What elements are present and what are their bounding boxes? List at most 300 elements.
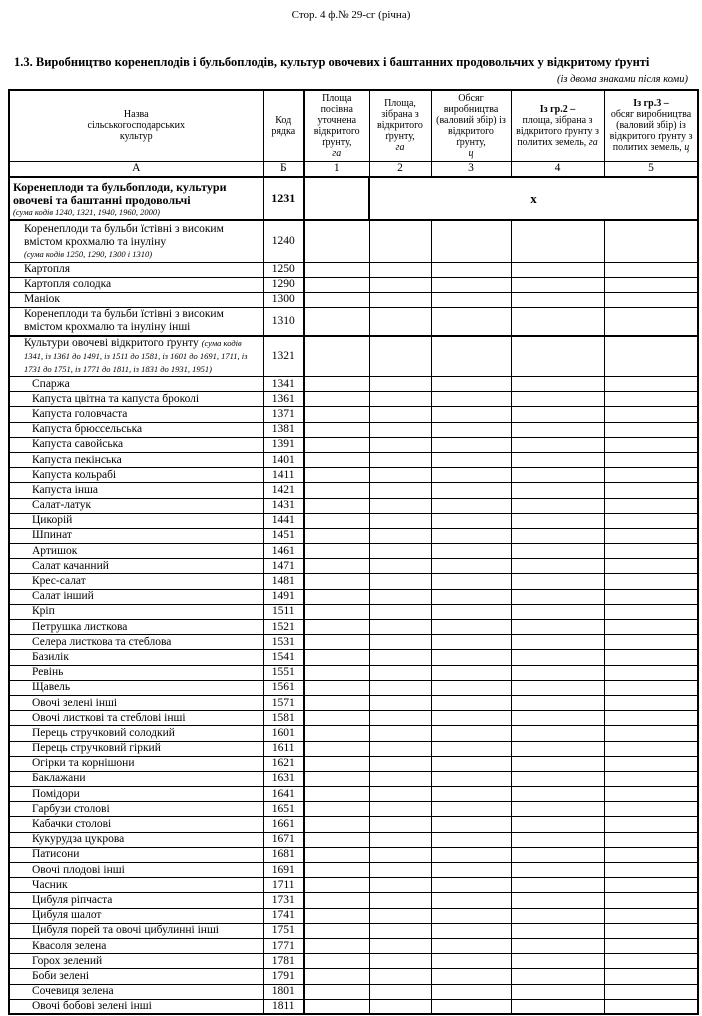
cell-col4[interactable] [511, 407, 604, 422]
cell-col1[interactable] [304, 680, 369, 695]
cell-col1[interactable] [304, 863, 369, 878]
cell-col2[interactable] [369, 878, 431, 893]
cell-col3[interactable] [431, 832, 511, 847]
cell-col4[interactable] [511, 954, 604, 969]
row-name: Щавель [9, 680, 263, 695]
cell-col2[interactable] [369, 695, 431, 710]
cell-col4[interactable] [511, 680, 604, 695]
cell-col1[interactable] [304, 938, 369, 953]
header-col4: Із гр.2 – площа, зібрана з відкритого ґрунту з политих земель, га [511, 90, 604, 161]
cell-col5[interactable] [604, 817, 698, 832]
cell-col4[interactable] [511, 787, 604, 802]
cell-col5[interactable] [604, 452, 698, 467]
cell-col1[interactable] [304, 878, 369, 893]
column-letters-row [9, 161, 698, 177]
cell-col3[interactable] [431, 680, 511, 695]
cell-col2[interactable] [369, 498, 431, 513]
column-letter: 5 [604, 161, 698, 177]
cell-col5[interactable] [604, 863, 698, 878]
cell-col5[interactable] [604, 711, 698, 726]
cell-col4[interactable] [511, 392, 604, 407]
table-row [9, 589, 698, 604]
cell-col3[interactable] [431, 468, 511, 483]
cell-col4[interactable] [511, 437, 604, 452]
cell-col3[interactable] [431, 711, 511, 726]
cell-col1[interactable] [304, 984, 369, 999]
row-name: Салат інший [9, 589, 263, 604]
row-name: Овочі бобові зелені інші [9, 999, 263, 1014]
cell-col3[interactable] [431, 908, 511, 923]
row-code: 1441 [263, 513, 304, 528]
cell-col4[interactable] [511, 559, 604, 574]
cell-col1[interactable] [304, 695, 369, 710]
cell-col4[interactable] [511, 863, 604, 878]
row-name: Маніок [9, 292, 263, 307]
cell-col3[interactable] [431, 513, 511, 528]
cell-col4[interactable] [511, 756, 604, 771]
cell-col5[interactable] [604, 787, 698, 802]
cell-col3[interactable] [431, 817, 511, 832]
cell-col3[interactable] [431, 726, 511, 741]
cell-col3[interactable] [431, 559, 511, 574]
cell-col2[interactable] [369, 863, 431, 878]
cell-col5[interactable] [604, 938, 698, 953]
cell-col4[interactable] [511, 604, 604, 619]
cell-col4[interactable] [511, 468, 604, 483]
row-name: Капуста савойська [9, 437, 263, 452]
cell-col4[interactable] [511, 422, 604, 437]
row-name: Ревінь [9, 665, 263, 680]
table-row [9, 635, 698, 650]
table-row-total [9, 177, 698, 220]
cell-col2[interactable] [369, 528, 431, 543]
cell-col1[interactable] [304, 277, 369, 292]
cell-col3[interactable] [431, 574, 511, 589]
cell-col4[interactable] [511, 220, 604, 262]
cell-col4[interactable] [511, 292, 604, 307]
cell-col5[interactable] [604, 559, 698, 574]
cell-col5[interactable] [604, 802, 698, 817]
cell-col1[interactable] [304, 336, 369, 377]
cell-col2[interactable] [369, 680, 431, 695]
cell-col2[interactable] [369, 832, 431, 847]
cell-col4[interactable] [511, 574, 604, 589]
cell-col1[interactable] [304, 665, 369, 680]
table-row [9, 544, 698, 559]
cell-col4[interactable] [511, 307, 604, 336]
row-code: 1491 [263, 589, 304, 604]
cell-col1[interactable] [304, 620, 369, 635]
row-name: Капуста пекінська [9, 452, 263, 467]
cell-col1[interactable] [304, 422, 369, 437]
cell-col3[interactable] [431, 498, 511, 513]
row-code: 1300 [263, 292, 304, 307]
cell-col5[interactable] [604, 756, 698, 771]
cell-col2[interactable] [369, 513, 431, 528]
row-code: 1811 [263, 999, 304, 1014]
cell-col3[interactable] [431, 377, 511, 392]
cell-col2[interactable] [369, 544, 431, 559]
table-row [9, 969, 698, 984]
cell-col2[interactable] [369, 589, 431, 604]
cell-col2[interactable] [369, 392, 431, 407]
cell-col5[interactable] [604, 650, 698, 665]
cell-col1[interactable] [304, 437, 369, 452]
cell-col1[interactable] [304, 177, 369, 220]
cell-col5[interactable] [604, 407, 698, 422]
cell-col2[interactable] [369, 422, 431, 437]
cell-col1[interactable] [304, 513, 369, 528]
cell-col3[interactable] [431, 437, 511, 452]
row-name: Цикорій [9, 513, 263, 528]
cell-col4[interactable] [511, 893, 604, 908]
table-row [9, 756, 698, 771]
cell-col2[interactable] [369, 635, 431, 650]
cell-col2[interactable] [369, 437, 431, 452]
cell-col2[interactable] [369, 847, 431, 862]
cell-col5[interactable] [604, 847, 698, 862]
cell-col5[interactable] [604, 220, 698, 262]
cell-col1[interactable] [304, 589, 369, 604]
cell-col3[interactable] [431, 220, 511, 262]
cell-col4[interactable] [511, 650, 604, 665]
cell-col2[interactable] [369, 336, 431, 377]
cell-col3[interactable] [431, 954, 511, 969]
table-row [9, 711, 698, 726]
cell-col5[interactable] [604, 483, 698, 498]
cell-col4[interactable] [511, 832, 604, 847]
cell-col2[interactable] [369, 999, 431, 1014]
cell-col3[interactable] [431, 422, 511, 437]
cell-col3[interactable] [431, 307, 511, 336]
row-code: 1561 [263, 680, 304, 695]
cell-col5[interactable] [604, 680, 698, 695]
cell-col5[interactable] [604, 726, 698, 741]
cell-col3[interactable] [431, 878, 511, 893]
cell-col3[interactable] [431, 863, 511, 878]
cell-col2[interactable] [369, 741, 431, 756]
cell-col4[interactable] [511, 771, 604, 786]
cell-col1[interactable] [304, 559, 369, 574]
cell-col5[interactable] [604, 589, 698, 604]
cell-col3[interactable] [431, 262, 511, 277]
cell-col3[interactable] [431, 999, 511, 1014]
cell-col1[interactable] [304, 307, 369, 336]
cell-col3[interactable] [431, 802, 511, 817]
cell-col3[interactable] [431, 756, 511, 771]
cell-col2[interactable] [369, 604, 431, 619]
cell-col4[interactable] [511, 878, 604, 893]
row-code: 1310 [263, 307, 304, 336]
cell-col4[interactable] [511, 923, 604, 938]
cell-col5[interactable] [604, 832, 698, 847]
cell-col3[interactable] [431, 893, 511, 908]
cell-col5[interactable] [604, 377, 698, 392]
row-code: 1631 [263, 771, 304, 786]
row-code: 1531 [263, 635, 304, 650]
cell-col3[interactable] [431, 695, 511, 710]
cell-col3[interactable] [431, 787, 511, 802]
row-name: Цибуля порей та овочі цибулинні інші [9, 923, 263, 938]
cell-col5[interactable] [604, 954, 698, 969]
cell-col3[interactable] [431, 938, 511, 953]
cell-col5[interactable] [604, 513, 698, 528]
cell-col3[interactable] [431, 452, 511, 467]
row-code: 1611 [263, 741, 304, 756]
cell-col3[interactable] [431, 392, 511, 407]
cell-col5[interactable] [604, 262, 698, 277]
row-code: 1711 [263, 878, 304, 893]
cell-col5[interactable] [604, 392, 698, 407]
cell-col3[interactable] [431, 984, 511, 999]
cell-col4[interactable] [511, 711, 604, 726]
cell-col4[interactable] [511, 969, 604, 984]
cell-col5[interactable] [604, 908, 698, 923]
cell-col3[interactable] [431, 277, 511, 292]
cell-col5[interactable] [604, 277, 698, 292]
cell-col3[interactable] [431, 336, 511, 377]
row-name: Сочевиця зелена [9, 984, 263, 999]
cell-col1[interactable] [304, 407, 369, 422]
cell-col3[interactable] [431, 969, 511, 984]
table-row [9, 468, 698, 483]
row-code: 1791 [263, 969, 304, 984]
cell-col3[interactable] [431, 741, 511, 756]
cell-col4[interactable] [511, 695, 604, 710]
cell-col2[interactable] [369, 726, 431, 741]
cell-col1[interactable] [304, 650, 369, 665]
cell-col1[interactable] [304, 771, 369, 786]
cell-col5[interactable] [604, 635, 698, 650]
cell-col5[interactable] [604, 695, 698, 710]
cell-col1[interactable] [304, 262, 369, 277]
cell-col4[interactable] [511, 589, 604, 604]
cell-col3[interactable] [431, 847, 511, 862]
cell-col2[interactable] [369, 969, 431, 984]
cell-col5[interactable] [604, 498, 698, 513]
cell-col4[interactable] [511, 377, 604, 392]
cell-col2[interactable] [369, 292, 431, 307]
cell-col2[interactable] [369, 787, 431, 802]
cell-col5[interactable] [604, 878, 698, 893]
cell-col2[interactable] [369, 893, 431, 908]
cell-col3[interactable] [431, 589, 511, 604]
cell-col1[interactable] [304, 908, 369, 923]
cell-col1[interactable] [304, 893, 369, 908]
table-row [9, 771, 698, 786]
row-name: Капуста головчаста [9, 407, 263, 422]
cell-col2[interactable] [369, 620, 431, 635]
cell-col5[interactable] [604, 544, 698, 559]
cell-col2[interactable] [369, 377, 431, 392]
row-name: Огірки та корнішони [9, 756, 263, 771]
cell-col3[interactable] [431, 604, 511, 619]
cell-col1[interactable] [304, 817, 369, 832]
row-name: Селера листкова та стеблова [9, 635, 263, 650]
row-name: Артишок [9, 544, 263, 559]
row-code: 1461 [263, 544, 304, 559]
cell-col3[interactable] [431, 620, 511, 635]
cell-col1[interactable] [304, 711, 369, 726]
row-code: 1231 [263, 177, 304, 220]
cell-col4[interactable] [511, 999, 604, 1014]
cell-col5[interactable] [604, 923, 698, 938]
table-row [9, 407, 698, 422]
cell-col4[interactable] [511, 817, 604, 832]
cell-col2[interactable] [369, 665, 431, 680]
cell-col2[interactable] [369, 771, 431, 786]
cell-col2[interactable] [369, 452, 431, 467]
cell-col1[interactable] [304, 377, 369, 392]
cell-col4[interactable] [511, 262, 604, 277]
cell-col5[interactable] [604, 999, 698, 1014]
cell-col1[interactable] [304, 756, 369, 771]
cell-col3[interactable] [431, 528, 511, 543]
cell-col2[interactable] [369, 984, 431, 999]
row-name: Коренеплоди та бульби їстівні з високим вмістом крохмалю та інуліну (сума кодів 1250, 1290, 1300 і 1310) [9, 220, 263, 262]
cell-col5[interactable] [604, 574, 698, 589]
cell-col4[interactable] [511, 938, 604, 953]
cell-col3[interactable] [431, 665, 511, 680]
cell-col2[interactable] [369, 262, 431, 277]
row-code: 1391 [263, 437, 304, 452]
cell-col5[interactable] [604, 437, 698, 452]
cell-col1[interactable] [304, 923, 369, 938]
cell-col1[interactable] [304, 635, 369, 650]
cell-col1[interactable] [304, 802, 369, 817]
cell-col4[interactable] [511, 498, 604, 513]
cell-col1[interactable] [304, 787, 369, 802]
cell-col1[interactable] [304, 392, 369, 407]
cell-col1[interactable] [304, 452, 369, 467]
cell-col5[interactable] [604, 771, 698, 786]
cell-col1[interactable] [304, 544, 369, 559]
cell-col4[interactable] [511, 665, 604, 680]
cell-col5[interactable] [604, 620, 698, 635]
table-row [9, 336, 698, 377]
row-name: Цибуля ріпчаста [9, 893, 263, 908]
cell-col2[interactable] [369, 802, 431, 817]
cell-col3[interactable] [431, 407, 511, 422]
cell-col4[interactable] [511, 726, 604, 741]
cell-col1[interactable] [304, 999, 369, 1014]
cell-col4[interactable] [511, 620, 604, 635]
cell-col5[interactable] [604, 336, 698, 377]
cell-col3[interactable] [431, 635, 511, 650]
cell-col4[interactable] [511, 452, 604, 467]
cell-col5[interactable] [604, 984, 698, 999]
cell-col2[interactable] [369, 407, 431, 422]
cell-col2[interactable] [369, 908, 431, 923]
cell-col3[interactable] [431, 483, 511, 498]
cell-col4[interactable] [511, 544, 604, 559]
cell-col1[interactable] [304, 528, 369, 543]
row-code: 1691 [263, 863, 304, 878]
header-name: Назва сільськогосподарських культур [9, 90, 263, 161]
cell-crossed-out: х [369, 177, 698, 220]
cell-col1[interactable] [304, 574, 369, 589]
cell-col5[interactable] [604, 468, 698, 483]
cell-col2[interactable] [369, 954, 431, 969]
cell-col5[interactable] [604, 528, 698, 543]
cell-col4[interactable] [511, 802, 604, 817]
cell-col4[interactable] [511, 741, 604, 756]
cell-col2[interactable] [369, 711, 431, 726]
table-row [9, 422, 698, 437]
cell-col2[interactable] [369, 468, 431, 483]
cell-col3[interactable] [431, 292, 511, 307]
cell-col5[interactable] [604, 292, 698, 307]
table-row [9, 559, 698, 574]
cell-col2[interactable] [369, 307, 431, 336]
column-letter: А [9, 161, 263, 177]
table-row [9, 377, 698, 392]
cell-col1[interactable] [304, 220, 369, 262]
cell-col3[interactable] [431, 771, 511, 786]
cell-col2[interactable] [369, 817, 431, 832]
row-name: Капуста кольрабі [9, 468, 263, 483]
cell-col4[interactable] [511, 528, 604, 543]
cell-col4[interactable] [511, 277, 604, 292]
cell-col4[interactable] [511, 908, 604, 923]
cell-col2[interactable] [369, 559, 431, 574]
cell-col4[interactable] [511, 984, 604, 999]
cell-col5[interactable] [604, 969, 698, 984]
row-code: 1651 [263, 802, 304, 817]
row-name: Боби зелені [9, 969, 263, 984]
cell-col3[interactable] [431, 650, 511, 665]
cell-col5[interactable] [604, 665, 698, 680]
cell-col2[interactable] [369, 277, 431, 292]
cell-col4[interactable] [511, 635, 604, 650]
row-name: Картопля [9, 262, 263, 277]
cell-col2[interactable] [369, 220, 431, 262]
cell-col4[interactable] [511, 847, 604, 862]
cell-col2[interactable] [369, 923, 431, 938]
table-row [9, 954, 698, 969]
cell-col1[interactable] [304, 498, 369, 513]
cell-col2[interactable] [369, 483, 431, 498]
cell-col1[interactable] [304, 726, 369, 741]
cell-col1[interactable] [304, 832, 369, 847]
cell-col1[interactable] [304, 847, 369, 862]
cell-col1[interactable] [304, 604, 369, 619]
table-row [9, 908, 698, 923]
cell-col5[interactable] [604, 893, 698, 908]
cell-col2[interactable] [369, 574, 431, 589]
cell-col1[interactable] [304, 741, 369, 756]
cell-col5[interactable] [604, 307, 698, 336]
row-code: 1411 [263, 468, 304, 483]
cell-col5[interactable] [604, 741, 698, 756]
cell-col3[interactable] [431, 923, 511, 938]
cell-col5[interactable] [604, 422, 698, 437]
cell-col1[interactable] [304, 292, 369, 307]
cell-col1[interactable] [304, 954, 369, 969]
cell-col4[interactable] [511, 513, 604, 528]
cell-col5[interactable] [604, 604, 698, 619]
row-name: Картопля солодка [9, 277, 263, 292]
cell-col4[interactable] [511, 336, 604, 377]
cell-col4[interactable] [511, 483, 604, 498]
cell-col3[interactable] [431, 544, 511, 559]
cell-col1[interactable] [304, 969, 369, 984]
cell-col2[interactable] [369, 938, 431, 953]
cell-col1[interactable] [304, 483, 369, 498]
cell-col2[interactable] [369, 650, 431, 665]
cell-col1[interactable] [304, 468, 369, 483]
cell-col2[interactable] [369, 756, 431, 771]
